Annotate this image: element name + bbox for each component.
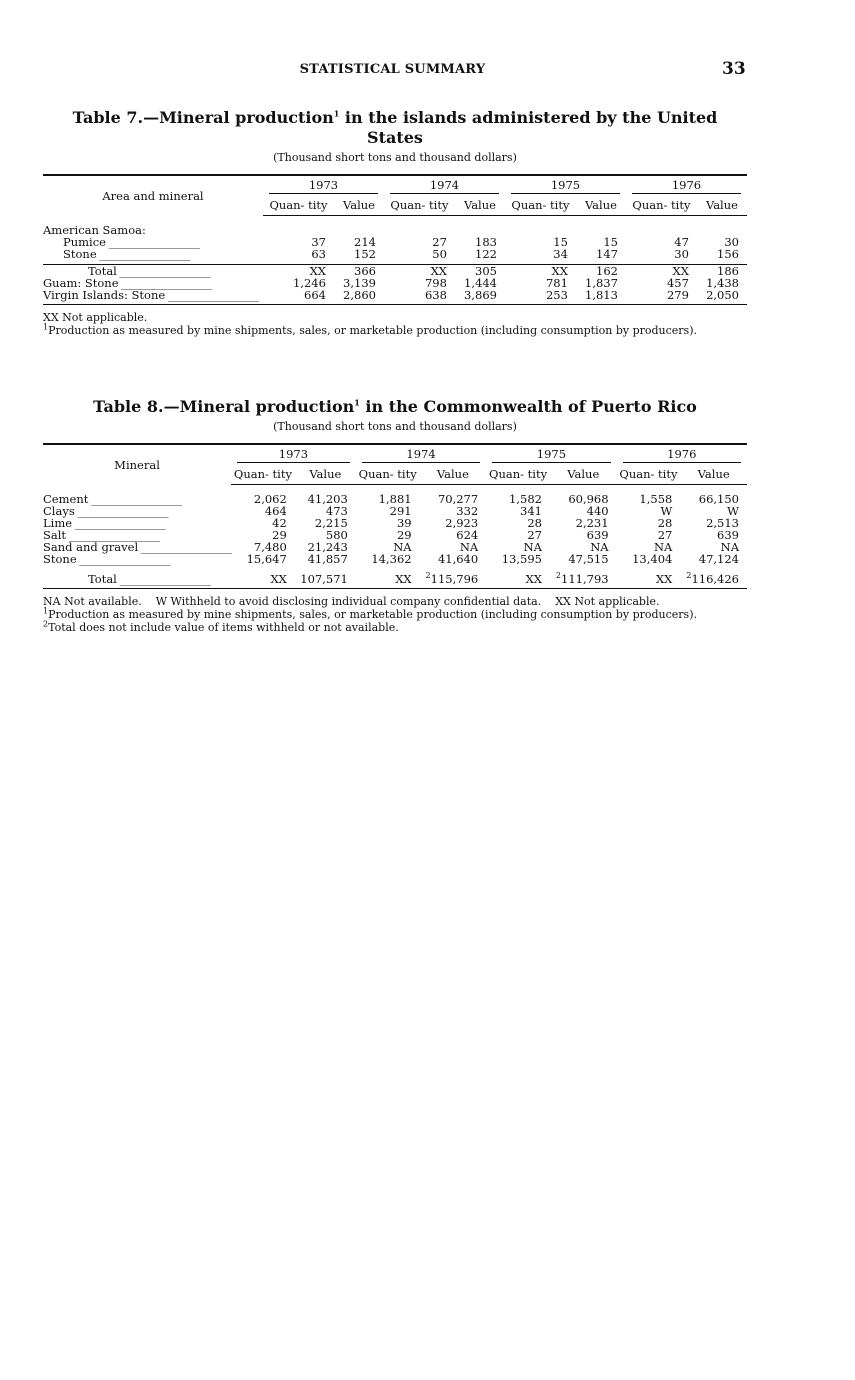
table-cell: 122 <box>475 247 497 261</box>
table-cell: 473 <box>325 504 348 518</box>
table-title: Table 8.—Mineral production$^1$ in the Commonwealth of Puerto Rico <box>93 397 697 416</box>
table-cell: 253 <box>505 289 576 305</box>
table-cell: 440 <box>586 504 609 518</box>
table-cell: 47,124 <box>698 552 739 566</box>
table-cell: 798 <box>424 276 447 290</box>
table-cell: XX <box>231 573 295 589</box>
table-cell: 305 <box>455 265 505 278</box>
row-label: Virgin Islands: Stone _____ <box>43 288 258 302</box>
table-cell: 66,150 <box>698 492 739 506</box>
table-cell: 15,647 <box>246 552 287 566</box>
table-subtitle: (Thousand short tons and thousand dollars) <box>273 151 517 164</box>
table-row <box>43 289 747 305</box>
table-cell: 34 <box>553 247 568 261</box>
row-label: Pumice _____ <box>63 235 199 249</box>
table-cell: XX <box>505 265 576 278</box>
table-cell: 457 <box>666 276 689 290</box>
value-header: Value <box>550 465 617 485</box>
row-label: Stone _____ <box>43 552 170 566</box>
table-cell: NA <box>720 540 739 554</box>
footnote-abbrev: XX Not applicable. <box>43 311 148 324</box>
year-header: 1976 <box>617 444 747 465</box>
table-cell: W <box>660 504 673 518</box>
table-cell: 781 <box>545 276 568 290</box>
quantity-header: Quan- tity <box>231 465 295 485</box>
table-cell: 2,215 <box>314 516 348 530</box>
year-header: 1974 <box>356 444 486 465</box>
table-cell: 156 <box>717 247 739 261</box>
value-header: Value <box>697 196 747 216</box>
table-row <box>43 573 747 589</box>
table-cell: $^2$116,426 <box>680 573 747 589</box>
row-label: Total _____ <box>88 264 210 278</box>
table-cell: 47 <box>674 235 689 249</box>
year-header: 1975 <box>505 175 626 196</box>
table-cell: 183 <box>475 235 497 249</box>
footnotes <box>43 311 747 337</box>
table-cell: 21,243 <box>307 540 348 554</box>
table-cell: 186 <box>697 265 747 278</box>
table-cell: 1,246 <box>293 276 326 290</box>
table-cell: 70,277 <box>437 492 479 506</box>
table-cell: 37 <box>311 235 326 249</box>
table-cell: $^2$111,793 <box>550 573 617 589</box>
table-cell: 624 <box>456 528 479 542</box>
table-8 <box>43 397 747 634</box>
table-subtitle: (Thousand short tons and thousand dollars) <box>273 420 517 433</box>
row-label: Lime _____ <box>43 516 165 530</box>
row-label: Stone _____ <box>63 247 190 261</box>
table-cell: XX <box>617 573 681 589</box>
table-cell: 3,869 <box>455 289 505 305</box>
table-cell: 1,813 <box>576 289 626 305</box>
value-header: Value <box>455 196 505 216</box>
quantity-header: Quan- tity <box>626 196 697 216</box>
table-cell: 147 <box>596 247 618 261</box>
table-cell: 13,404 <box>632 552 673 566</box>
table-cell: NA <box>393 540 412 554</box>
value-header: Value <box>334 196 384 216</box>
table-cell: 580 <box>325 528 348 542</box>
year-header: 1973 <box>231 444 356 465</box>
table-cell: 41,203 <box>307 492 348 506</box>
table-cell: 15 <box>553 235 568 249</box>
table-cell: 366 <box>334 265 384 278</box>
table-cell: 28 <box>657 516 673 530</box>
table-title: Table 7.—Mineral production$^1$ in the islands administered by the United States <box>72 108 718 147</box>
footnote-1: $^1$Production as measured by mine shipments, sales, or marketable production (including consumption by producers). <box>43 606 697 621</box>
table-cell: 28 <box>527 516 542 530</box>
table-cell: 63 <box>311 247 326 261</box>
value-header: Value <box>420 465 487 485</box>
row-label: Cement _____ <box>43 492 181 506</box>
table-cell: NA <box>459 540 479 554</box>
table-cell: 1,837 <box>585 276 618 290</box>
footnotes <box>43 595 747 634</box>
value-header: Value <box>680 465 747 485</box>
stub-header: Mineral <box>114 457 160 472</box>
table-cell: 1,438 <box>706 276 739 290</box>
table-cell: 2,231 <box>575 516 609 530</box>
row-label: Guam: Stone _____ <box>43 276 211 290</box>
table-row <box>43 553 747 565</box>
footnote-2: $^2$Total does not include value of items withheld or not available. <box>43 619 399 634</box>
table-cell: NA <box>590 540 609 554</box>
table-row <box>43 248 747 260</box>
table-cell: 639 <box>586 528 609 542</box>
data-table <box>43 443 747 589</box>
table-cell: NA <box>653 540 673 554</box>
table-cell: 39 <box>396 516 412 530</box>
table-cell: 332 <box>456 504 479 518</box>
quantity-header: Quan- tity <box>356 465 420 485</box>
data-table <box>43 174 747 305</box>
table-cell: XX <box>626 265 697 278</box>
table-cell: 29 <box>272 528 287 542</box>
row-label: Total _____ <box>88 572 210 586</box>
table-cell: 60,968 <box>568 492 609 506</box>
quantity-header: Quan- tity <box>263 196 334 216</box>
footnote-1: $^1$Production as measured by mine shipments, sales, or marketable production (including consumption by producers). <box>43 322 697 337</box>
table-cell: XX <box>384 265 455 278</box>
table-cell: XX <box>356 573 420 589</box>
table-cell: 1,444 <box>464 276 497 290</box>
table-cell: 3,139 <box>343 276 376 290</box>
table-7 <box>43 108 747 337</box>
table-cell: 15 <box>603 235 618 249</box>
footnote-abbrev: NA Not available. W Withheld to avoid disclosing individual company confidential data. XX Not applicable. <box>43 595 660 608</box>
year-header: 1976 <box>626 175 747 196</box>
table-cell: XX <box>486 573 550 589</box>
quantity-header: Quan- tity <box>486 465 550 485</box>
page-number: 33 <box>722 59 746 79</box>
table-cell: 2,513 <box>706 516 739 530</box>
table-cell: 639 <box>717 528 739 542</box>
table-cell: 27 <box>657 528 673 542</box>
table-cell: 638 <box>384 289 455 305</box>
table-cell: 7,480 <box>253 540 287 554</box>
table-cell: 107,571 <box>295 573 356 589</box>
table-cell: 162 <box>576 265 626 278</box>
table-cell: 1,558 <box>639 492 673 506</box>
group-label: American Samoa: <box>43 223 146 237</box>
table-cell: 30 <box>674 247 689 261</box>
page-header <box>0 59 855 82</box>
table-cell: 30 <box>724 235 739 249</box>
running-title: STATISTICAL SUMMARY <box>299 62 486 77</box>
table-cell: 341 <box>520 504 542 518</box>
table-cell: 27 <box>432 235 447 249</box>
table-cell: 41,857 <box>307 552 348 566</box>
year-header: 1974 <box>384 175 505 196</box>
table-cell: 47,515 <box>568 552 609 566</box>
table-cell: 2,062 <box>253 492 287 506</box>
value-header: Value <box>295 465 356 485</box>
table-cell: 152 <box>354 247 376 261</box>
stub-header: Area and mineral <box>102 188 204 203</box>
table-cell: 41,640 <box>437 552 479 566</box>
table-cell: 214 <box>354 235 376 249</box>
quantity-header: Quan- tity <box>617 465 681 485</box>
quantity-header: Quan- tity <box>384 196 455 216</box>
table-cell: 2,050 <box>697 289 747 305</box>
table-cell: 14,362 <box>371 552 412 566</box>
value-header: Value <box>576 196 626 216</box>
table-cell: 50 <box>432 247 447 261</box>
table-cell: 664 <box>263 289 334 305</box>
table-cell: NA <box>523 540 542 554</box>
table-cell: XX <box>263 265 334 278</box>
table-cell: 2,923 <box>445 516 479 530</box>
table-cell: 1,881 <box>378 492 412 506</box>
table-cell: W <box>727 504 739 518</box>
table-cell: 291 <box>389 504 412 518</box>
table-cell: 27 <box>527 528 542 542</box>
year-header: 1973 <box>263 175 384 196</box>
table-cell: 42 <box>272 516 287 530</box>
table-cell: 279 <box>626 289 697 305</box>
table-cell: 2,860 <box>334 289 384 305</box>
row-label: Salt _____ <box>43 528 159 542</box>
row-label: Clays _____ <box>43 504 168 518</box>
table-cell: 29 <box>396 528 412 542</box>
row-label: Sand and gravel _____ <box>43 540 231 554</box>
table-cell: $^2$115,796 <box>420 573 487 589</box>
year-header: 1975 <box>486 444 616 465</box>
table-cell: 464 <box>264 504 287 518</box>
table-cell: 13,595 <box>501 552 542 566</box>
table-cell: 1,582 <box>509 492 542 506</box>
quantity-header: Quan- tity <box>505 196 576 216</box>
